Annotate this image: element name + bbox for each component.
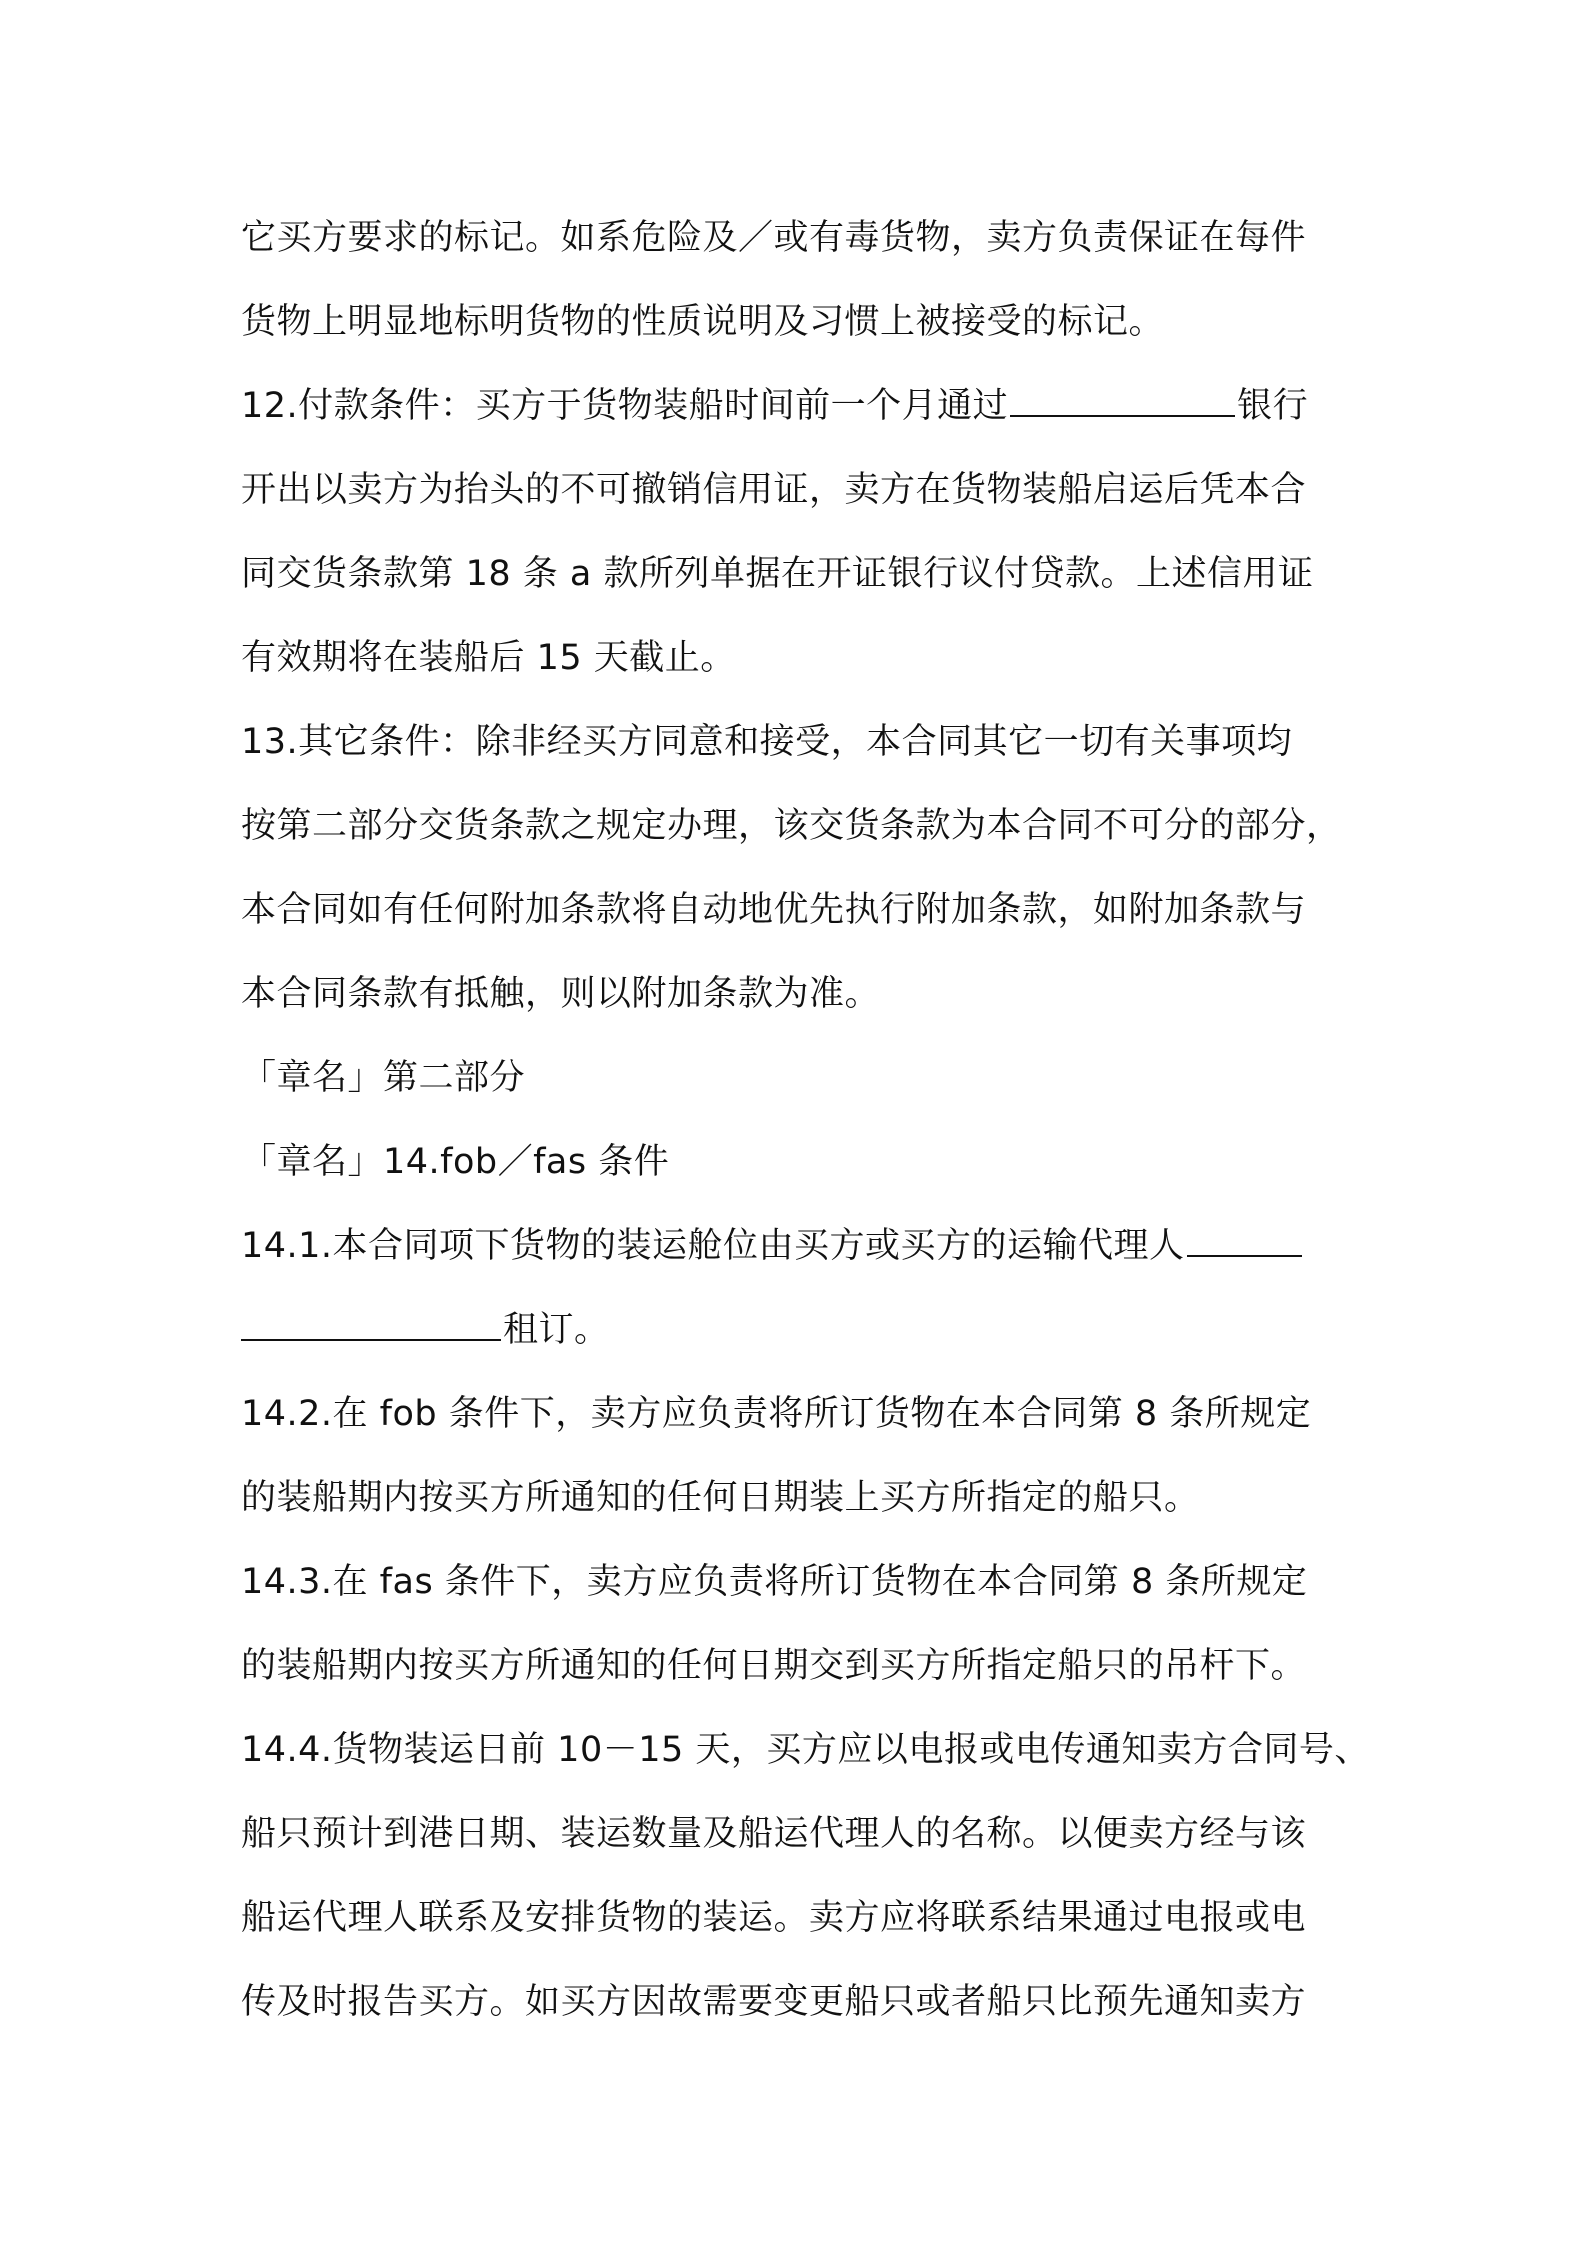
chapter-heading: 「章名」第二部分 xyxy=(241,1058,526,1098)
text-line: 14.4.货物装运日前 10－15 天，买方应以电报或电传通知卖方合同号、 xyxy=(241,1730,1370,1770)
text-line: 14.3.在 fas 条件下，卖方应负责将所订货物在本合同第 8 条所规定 xyxy=(241,1562,1308,1602)
bank-blank-field xyxy=(1010,378,1235,417)
text-line: 货物上明显地标明货物的性质说明及习惯上被接受的标记。 xyxy=(241,302,1165,342)
text-line: 按第二部分交货条款之规定办理，该交货条款为本合同不可分的部分， xyxy=(241,806,1342,846)
text-line: 它买方要求的标记。如系危险及／或有毒货物，卖方负责保证在每件 xyxy=(241,218,1307,258)
booking-clause-end-text: 租订。 xyxy=(503,1310,610,1350)
text-line: 同交货条款第 18 条 a 款所列单据在开证银行议付贷款。上述信用证 xyxy=(241,554,1314,594)
text-line: 13.其它条件：除非经买方同意和接受，本合同其它一切有关事项均 xyxy=(241,722,1293,762)
text-line: 船运代理人联系及安排货物的装运。卖方应将联系结果通过电报或电 xyxy=(241,1898,1307,1938)
text-line: 的装船期内按买方所通知的任何日期交到买方所指定船只的吊杆下。 xyxy=(241,1646,1307,1686)
payment-clause-bank-text: 银行 xyxy=(1237,386,1309,426)
booking-clause-line xyxy=(241,1204,1371,1288)
text-line: 传及时报告买方。如买方因故需要变更船只或者船只比预先通知卖方 xyxy=(241,1982,1307,2022)
text-line: 14.2.在 fob 条件下，卖方应负责将所订货物在本合同第 8 条所规定 xyxy=(241,1394,1312,1434)
text-line: 本合同如有任何附加条款将自动地优先执行附加条款，如附加条款与 xyxy=(241,890,1307,930)
text-line: 有效期将在装船后 15 天截止。 xyxy=(241,638,736,678)
contract-text xyxy=(241,196,1371,2044)
payment-clause-line xyxy=(241,364,1371,448)
payment-clause-text: 12.付款条件：买方于货物装船时间前一个月通过 xyxy=(241,386,1009,426)
text-line: 本合同条款有抵触，则以附加条款为准。 xyxy=(241,974,881,1014)
text-line: 开出以卖方为抬头的不可撤销信用证，卖方在货物装船启运后凭本合 xyxy=(241,470,1307,510)
booking-clause-line-2 xyxy=(241,1288,1371,1372)
text-line: 船只预计到港日期、装运数量及船运代理人的名称。以便卖方经与该 xyxy=(241,1814,1307,1854)
booking-clause-text: 14.1.本合同项下货物的装运舱位由买方或买方的运输代理人 xyxy=(241,1226,1185,1266)
agent-blank-field-continued xyxy=(241,1302,501,1341)
chapter-heading: 「章名」14.fob／fas 条件 xyxy=(241,1142,670,1182)
agent-blank-field xyxy=(1187,1218,1302,1257)
text-line: 的装船期内按买方所通知的任何日期装上买方所指定的船只。 xyxy=(241,1478,1200,1518)
